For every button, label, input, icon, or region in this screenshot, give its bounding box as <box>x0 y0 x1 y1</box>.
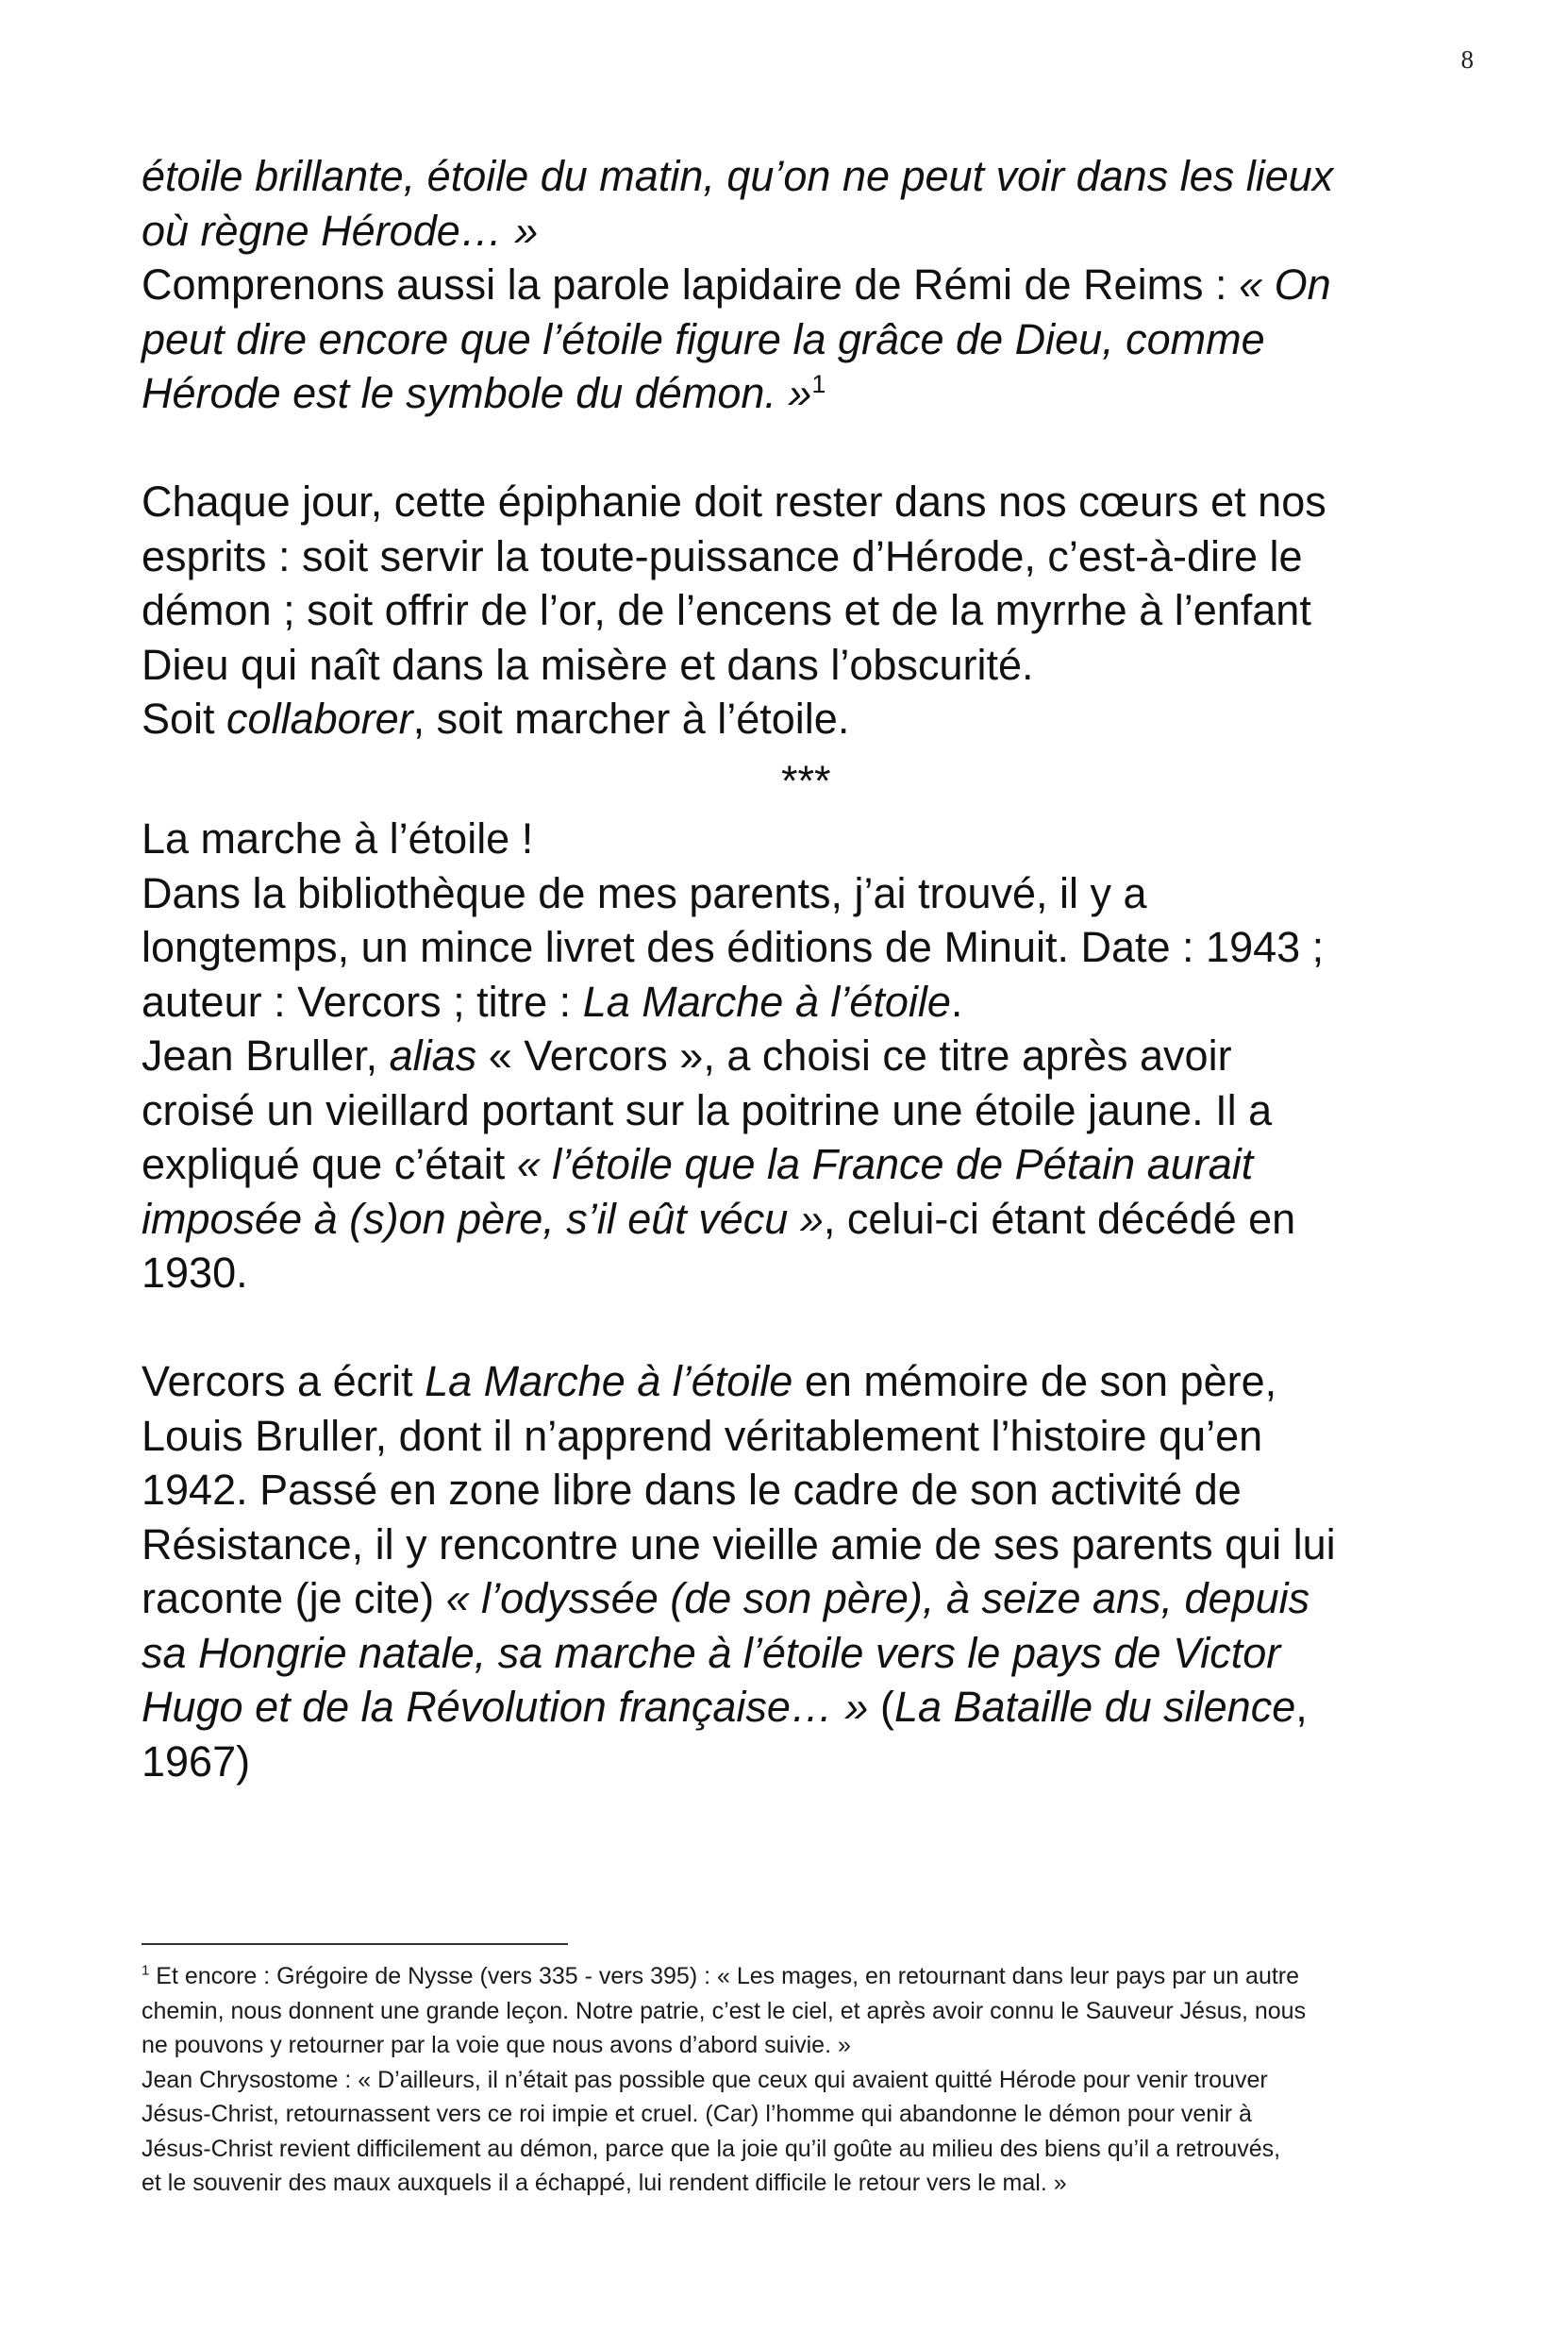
body-text <box>142 149 1481 1788</box>
footnote-divider <box>142 1943 568 1945</box>
paragraph-marche-etoile <box>142 812 1481 1300</box>
text-line: peut dire encore que l’étoile figure la grâce de Dieu, comme <box>142 314 1265 363</box>
paragraph-vercors <box>142 1354 1481 1788</box>
text-line: Dieu qui naît dans la misère et dans l’obscurité. <box>142 640 1034 689</box>
footnotes <box>142 1959 1481 2201</box>
text-line: 1967) <box>142 1736 251 1786</box>
footnote-line: Jésus-Christ, retournassent vers ce roi impie et cruel. (Car) l’homme qui abandonne le démon pour venir à <box>142 2101 1252 2127</box>
text-line: La marche à l’étoile ! <box>142 814 534 863</box>
section-separator: *** <box>781 756 831 805</box>
text-line: Louis Bruller, dont il n’apprend véritablement l’histoire qu’en <box>142 1411 1263 1460</box>
text-line: Jean Bruller, alias « Vercors », a choisi ce titre après avoir <box>142 1031 1232 1080</box>
paragraph-quote-end <box>142 149 1481 421</box>
text-line: Hugo et de la Révolution française… » (La Bataille du silence, <box>142 1683 1308 1731</box>
text-line: Soit collaborer, soit marcher à l’étoile. <box>142 695 850 743</box>
text-line: Hérode est le symbole du démon. »$^1$ <box>142 369 826 417</box>
text-line: Comprenons aussi la parole lapidaire de Rémi de Reims : « On <box>142 260 1331 309</box>
text-line: Chaque jour, cette épiphanie doit rester dans nos cœurs et nos <box>142 478 1326 526</box>
text-line: croisé un vieillard portant sur la poitrine une étoile jaune. Il a <box>142 1085 1273 1134</box>
text-line: étoile brillante, étoile du matin, qu’on ne peut voir dans les lieux <box>142 152 1334 200</box>
footnote-line: Jésus-Christ revient difficilement au démon, parce que la joie qu’il goûte au milieu des biens qu’il a retrouvés, <box>142 2135 1281 2162</box>
footnote-line: $^1$ Et encore : Grégoire de Nysse (vers 335 - vers 395) : « Les mages, en retournant dans leur pays par un autre <box>142 1962 1300 1989</box>
text-line: imposée à (s)on père, s’il eût vécu », celui-ci étant décédé en <box>142 1194 1296 1243</box>
text-line: longtemps, un mince livret des éditions de Minuit. Date : 1943 ; <box>142 923 1325 971</box>
text-line: raconte (je cite) « l’odyssée (de son père), à seize ans, depuis <box>142 1574 1310 1622</box>
footnote-line: et le souvenir des maux auxquels il a échappé, lui rendent difficile le retour vers le mal. » <box>142 2170 1067 2196</box>
footnote-reference[interactable]: 1 <box>811 370 826 398</box>
text-line: sa Hongrie natale, sa marche à l’étoile vers le pays de Victor <box>142 1628 1281 1677</box>
text-line: 1930. <box>142 1249 248 1297</box>
footnote-marker: 1 <box>142 1962 150 1979</box>
text-line: expliqué que c’était « l’étoile que la France de Pétain aurait <box>142 1140 1254 1188</box>
page-number: 8 <box>1460 45 1474 74</box>
text-line: Vercors a écrit La Marche à l’étoile en mémoire de son père, <box>142 1357 1277 1405</box>
footnote-line: ne pouvons y retourner par la voie que nous avons d’abord suivie. » <box>142 2032 851 2058</box>
text-line: 1942. Passé en zone libre dans le cadre de son activité de <box>142 1466 1242 1514</box>
footnote-line: chemin, nous donnent une grande leçon. Notre patrie, c’est le ciel, et après avoir connu le Sauveur Jésus, nous <box>142 1997 1307 2024</box>
text-line: Résistance, il y rencontre une vieille amie de ses parents qui lui <box>142 1519 1336 1568</box>
footnote-line: Jean Chrysostome : « D’ailleurs, il n’était pas possible que ceux qui avaient quitté Hérode pour venir trouver <box>142 2066 1268 2093</box>
paragraph-epiphany <box>142 475 1481 746</box>
text-line: où règne Hérode… » <box>142 206 539 255</box>
text-line: démon ; soit offrir de l’or, de l’encens et de la myrrhe à l’enfant <box>142 586 1311 634</box>
text-line: auteur : Vercors ; titre : La Marche à l’étoile. <box>142 977 963 1026</box>
text-line: esprits : soit servir la toute-puissance d’Hérode, c’est-à-dire le <box>142 531 1303 580</box>
text-line: Dans la bibliothèque de mes parents, j’ai trouvé, il y a <box>142 868 1147 917</box>
